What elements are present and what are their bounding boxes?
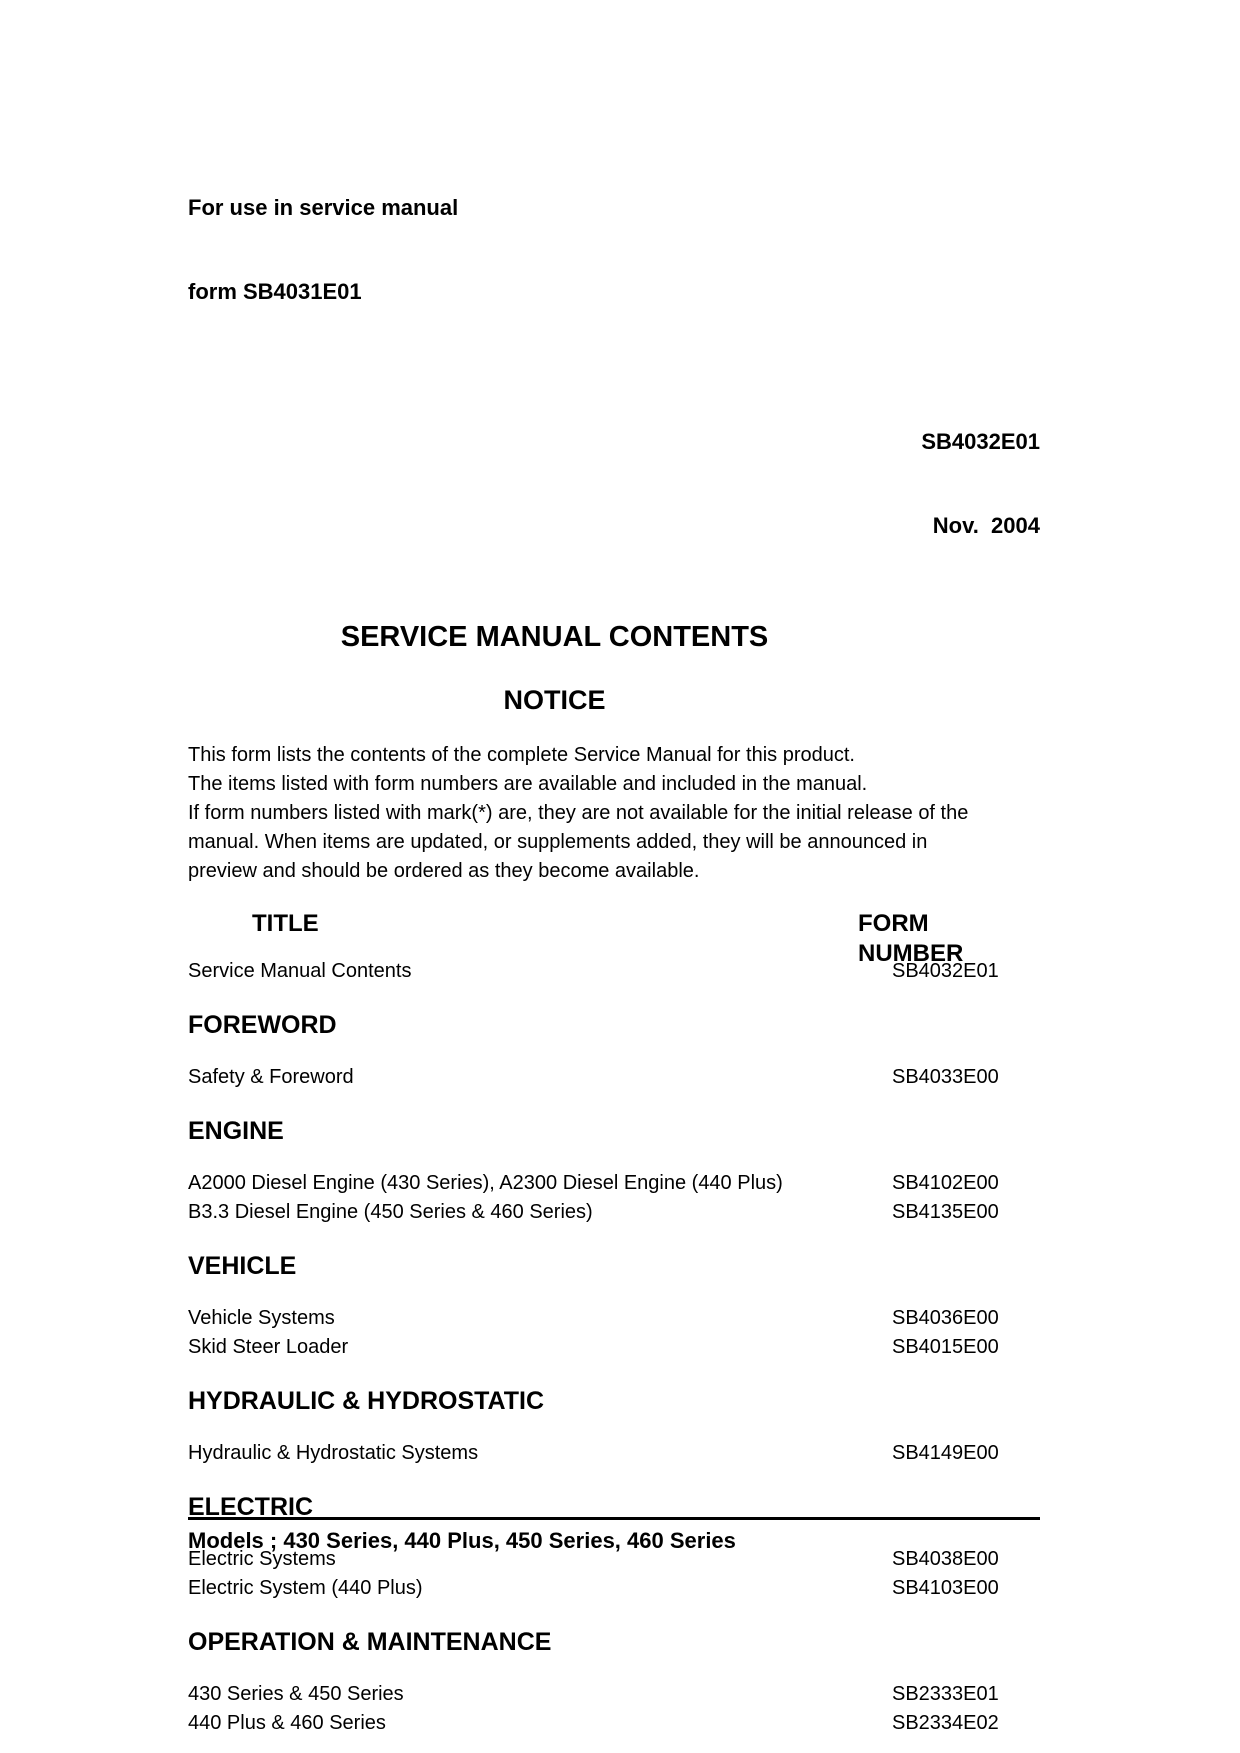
toc-row-form-number: SB4103E00	[892, 1577, 999, 1599]
toc-row-title: Electric Systems	[188, 1548, 336, 1570]
page-title: SERVICE MANUAL CONTENTS	[340, 621, 769, 653]
form-number-label: SB4032E01	[921, 429, 1040, 454]
header-left-note	[188, 138, 1040, 362]
toc-row	[188, 1063, 1040, 1092]
section-heading: VEHICLE	[188, 1252, 297, 1280]
toc-row-title: Hydraulic & Hydrostatic Systems	[188, 1442, 479, 1464]
toc-row-form-number: SB4038E00	[892, 1548, 999, 1570]
table-of-contents	[188, 957, 1040, 1738]
toc-row-title: Skid Steer Loader	[188, 1336, 349, 1358]
toc-row-form-number: SB4036E00	[892, 1307, 999, 1329]
toc-row-form-number: SB4033E00	[892, 1066, 999, 1088]
header-left-line1: For use in service manual	[188, 195, 459, 220]
section-rows	[188, 1680, 1040, 1738]
toc-row-form-number: SB2334E02	[892, 1712, 999, 1734]
notice-line: The items listed with form numbers are available and included in the manual.	[188, 773, 868, 795]
toc-row-title: 430 Series & 450 Series	[188, 1683, 404, 1705]
toc-row	[188, 1169, 1040, 1198]
notice-line: If form numbers listed with mark(*) are, they are not available for the initial release of the	[188, 802, 969, 824]
issue-date: Nov. 2004	[932, 513, 1040, 538]
toc-row-title: Safety & Foreword	[188, 1066, 354, 1088]
section-heading: FOREWORD	[188, 1011, 337, 1039]
table-column-headers	[188, 909, 1040, 967]
toc-row-title: B3.3 Diesel Engine (450 Series & 460 Series)	[188, 1201, 593, 1223]
notice-line: This form lists the contents of the complete Service Manual for this product.	[188, 744, 855, 766]
models-line: Models ; 430 Series, 440 Plus, 450 Series, 460 Series	[188, 1528, 736, 1553]
toc-row-form-number: SB2333E01	[892, 1683, 999, 1705]
toc-row	[188, 1333, 1040, 1362]
header-right-block	[188, 372, 1040, 596]
toc-row-form-number: SB4032E01	[892, 960, 999, 982]
toc-row	[188, 1439, 1040, 1468]
notice-paragraph	[188, 741, 1040, 886]
toc-row	[188, 1709, 1040, 1738]
toc-row-form-number: SB4015E00	[892, 1336, 999, 1358]
section-heading: OPERATION & MAINTENANCE	[188, 1628, 552, 1656]
footer	[188, 1517, 1040, 1555]
toc-row-title: Vehicle Systems	[188, 1307, 335, 1329]
toc-row-title: A2000 Diesel Engine (430 Series), A2300 Diesel Engine (440 Plus)	[188, 1172, 783, 1194]
column-header-form-number: FORM NUMBER	[858, 910, 964, 967]
section-rows	[188, 1304, 1040, 1362]
toc-row-form-number: SB4102E00	[892, 1172, 999, 1194]
toc-row	[188, 1304, 1040, 1333]
notice-heading: NOTICE	[503, 685, 606, 715]
toc-row	[188, 1680, 1040, 1709]
header-left-line2: form SB4031E01	[188, 279, 362, 304]
notice-line: manual. When items are updated, or supplements added, they will be announced in	[188, 831, 928, 853]
toc-row-form-number: SB4135E00	[892, 1201, 999, 1223]
notice-line: preview and should be ordered as they become available.	[188, 860, 700, 882]
toc-row	[188, 1574, 1040, 1603]
toc-row-title: 440 Plus & 460 Series	[188, 1712, 386, 1734]
section-heading: ELECTRIC	[188, 1493, 313, 1521]
section-heading: HYDRAULIC & HYDROSTATIC	[188, 1387, 545, 1415]
section-rows	[188, 1169, 1040, 1227]
toc-row-form-number: SB4149E00	[892, 1442, 999, 1464]
column-header-title: TITLE	[252, 910, 319, 937]
section-heading: ENGINE	[188, 1117, 284, 1145]
section-rows	[188, 1063, 1040, 1092]
toc-row	[188, 1198, 1040, 1227]
toc-row-title: Electric System (440 Plus)	[188, 1577, 423, 1599]
toc-row-title: Service Manual Contents	[188, 960, 412, 982]
section-rows	[188, 1439, 1040, 1468]
page-content	[188, 0, 1040, 1738]
